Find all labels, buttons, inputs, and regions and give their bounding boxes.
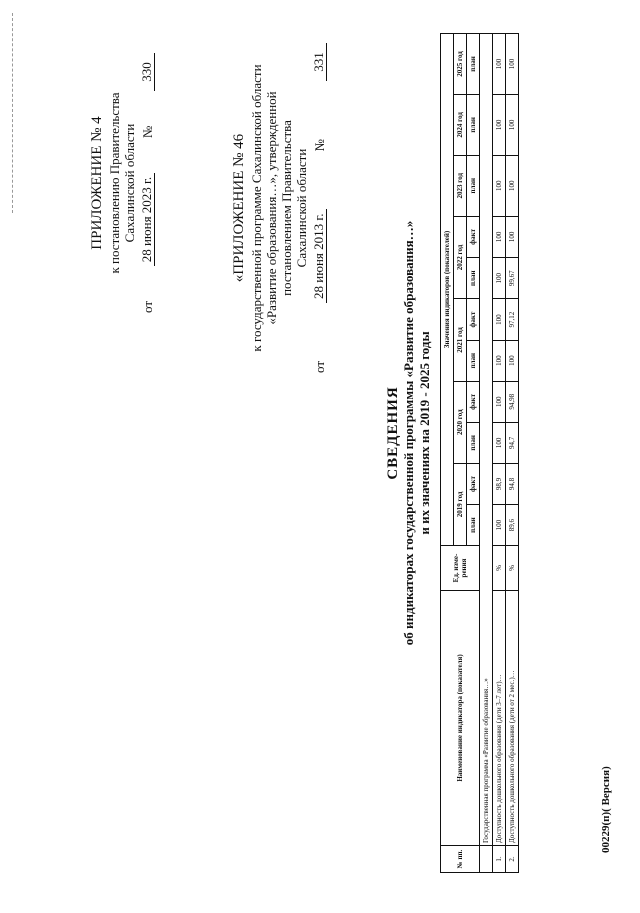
year-header: 2023 год	[454, 155, 467, 216]
annex-4-line1: к постановлению Правительства	[107, 92, 122, 274]
year-header: 2025 год	[454, 34, 467, 95]
value-cell: 100	[506, 216, 519, 257]
plan-subheader: план	[467, 155, 480, 216]
annex-46-from-label: от	[312, 360, 327, 373]
value-cell: 100	[506, 94, 519, 155]
indicators-table	[440, 33, 519, 873]
annex-4-date: 28 июня 2023 г.	[139, 173, 155, 266]
annex-46-line2: «Развитие образования…», утвержденной	[264, 91, 279, 325]
annex-46-no-label: №	[312, 139, 327, 152]
annex-46-line3: постановлением Правительства	[279, 120, 294, 296]
annex-46-date: 28 июня 2013 г.	[311, 209, 327, 302]
row-no: 2.	[506, 846, 519, 873]
heading-title: СВЕДЕНИЯ	[385, 386, 401, 480]
annex-4-from-label: от	[140, 300, 155, 313]
value-cell: 100	[493, 381, 506, 422]
program-row-no	[480, 846, 493, 873]
annex-46-line4: Сахалинской области	[294, 148, 309, 268]
year-header: 2019 год	[454, 463, 467, 545]
row-unit: %	[493, 546, 506, 591]
annex-4-line2: Сахалинской области	[122, 123, 137, 243]
annex-46-line1: к государственной программе Сахалинской области	[249, 64, 264, 352]
plan-subheader: план	[467, 505, 480, 546]
value-cell: 100	[493, 34, 506, 95]
value-cell: 100	[506, 155, 519, 216]
value-cell: 99,67	[506, 258, 519, 299]
plan-subheader: план	[467, 423, 480, 464]
heading-line2: и их значениях на 2019 - 2025 годы	[417, 331, 432, 535]
value-cell: 89,6	[506, 505, 519, 546]
year-header: 2022 год	[454, 216, 467, 299]
document-heading	[385, 103, 433, 763]
table-row	[506, 34, 519, 873]
plan-subheader: план	[467, 258, 480, 299]
heading-line1: об индикаторах государственной программы «Развитие образования…»	[401, 220, 416, 646]
value-cell: 100	[493, 423, 506, 464]
value-cell: 100	[493, 340, 506, 381]
annex-4-number: 330	[139, 53, 155, 91]
value-cell: 100	[493, 94, 506, 155]
value-cell: 98,9	[493, 463, 506, 504]
plan-subheader: план	[467, 340, 480, 381]
col-values-header: Значения индикаторов (показателей)	[441, 34, 454, 546]
value-cell: 100	[493, 505, 506, 546]
year-header: 2024 год	[454, 94, 467, 155]
annex-4-ref	[139, 53, 155, 313]
year-header: 2020 год	[454, 381, 467, 463]
plan-subheader: план	[467, 94, 480, 155]
fact-subheader: факт	[467, 299, 480, 340]
annex-4-block	[90, 53, 155, 313]
row-indicator-name: Доступность дошкольного образования (дети от 2 мес.)…	[506, 591, 519, 846]
value-cell: 100	[493, 216, 506, 257]
value-cell: 100	[493, 299, 506, 340]
value-cell: 100	[493, 155, 506, 216]
annex-46-ref	[311, 43, 327, 373]
program-row-label: Государственная программа «Развитие образования…»	[480, 34, 493, 846]
fact-subheader: факт	[467, 216, 480, 257]
value-cell: 97,12	[506, 299, 519, 340]
row-indicator-name: Доступность дошкольного образования (дети 3–7 лет)…	[493, 591, 506, 846]
program-row	[480, 34, 493, 873]
document-footer-code: 00229(п)( Версия)	[600, 766, 612, 853]
annex-46-block	[232, 43, 327, 373]
fact-subheader: факт	[467, 463, 480, 504]
col-no-header: № пп.	[441, 846, 480, 873]
value-cell: 94,7	[506, 423, 519, 464]
table-row	[493, 34, 506, 873]
value-cell: 100	[493, 258, 506, 299]
value-cell: 100	[506, 340, 519, 381]
col-unit-header: Ед. изме- рения	[441, 546, 480, 591]
fact-subheader: факт	[467, 381, 480, 422]
row-unit: %	[506, 546, 519, 591]
value-cell: 94,8	[506, 463, 519, 504]
annex-4-title: ПРИЛОЖЕНИЕ № 4	[89, 116, 105, 250]
plan-subheader: план	[467, 34, 480, 95]
annex-46-title: «ПРИЛОЖЕНИЕ № 46	[231, 133, 247, 283]
row-no: 1.	[493, 846, 506, 873]
annex-46-number: 331	[311, 43, 327, 81]
value-cell: 94,98	[506, 381, 519, 422]
scan-artifact	[12, 13, 14, 213]
value-cell: 100	[506, 34, 519, 95]
year-header: 2021 год	[454, 299, 467, 381]
annex-4-no-label: №	[140, 125, 155, 139]
col-name-header: Наименование индикатора (показателя)	[441, 591, 480, 846]
